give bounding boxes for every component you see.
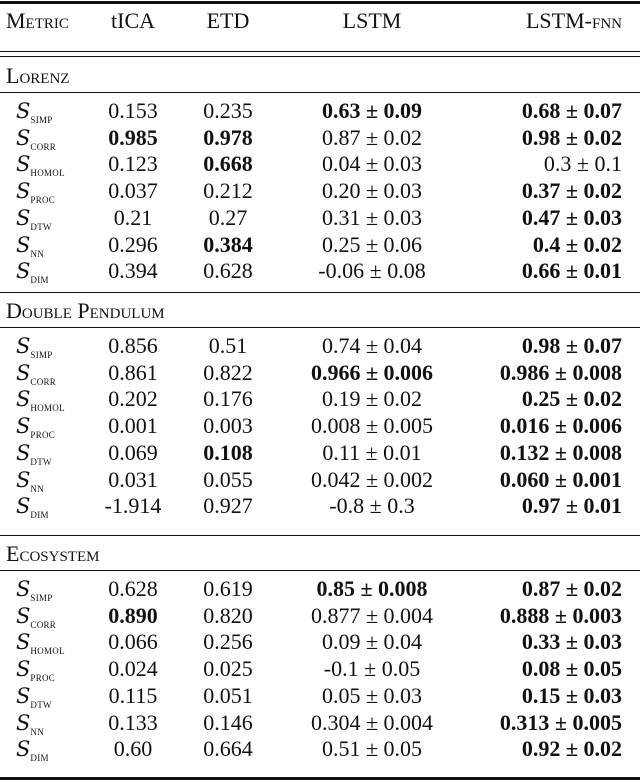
table-cell: 0.115 (108, 682, 158, 708)
table-cell: 0.304 ± 0.004 (310, 709, 434, 735)
table-cell: 0.966 ± 0.006 (310, 359, 434, 385)
table-cell: 0.024 (108, 656, 158, 682)
table-row (0, 575, 640, 602)
table-row (0, 177, 640, 207)
table-cell: 0.31 ± 0.03 (321, 204, 423, 230)
metric-subscript: corr (30, 372, 57, 388)
section-rule (0, 92, 640, 93)
metric-symbol: S (16, 577, 31, 601)
section-top-rule (0, 535, 640, 536)
metric-subscript: dim (30, 749, 49, 765)
table-cell: 0.296 (108, 231, 158, 257)
table-cell: 0.21 (113, 204, 153, 230)
section-heading: Lorenz (6, 63, 70, 88)
table-cell: 0.132 ± 0.008 (499, 439, 622, 465)
table-cell: -0.1 ± 0.05 (323, 656, 421, 682)
table-cell: 0.985 (108, 124, 158, 150)
table-row (0, 150, 640, 180)
table-cell: 0.176 (203, 386, 253, 412)
table-cell: 0.11 ± 0.01 (322, 439, 422, 465)
table-cell: 0.628 (203, 258, 253, 284)
table-cell: 0.031 (108, 466, 158, 492)
table-cell: 0.890 (108, 602, 158, 628)
table-row (0, 439, 640, 466)
table-row (0, 412, 640, 442)
metric-subscript: dtw (30, 695, 52, 711)
table-cell: 0.25 ± 0.06 (321, 231, 423, 257)
table-cell: 0.861 (108, 359, 158, 385)
metric-symbol: S (16, 440, 31, 465)
table-cell: 0.123 (108, 151, 158, 177)
metric-symbol: S (16, 125, 31, 150)
table-cell: 0.978 (203, 124, 253, 150)
metric-subscript: homol (30, 399, 65, 415)
table-cell: 0.069 (108, 439, 158, 465)
table-cell: 0.235 (203, 98, 253, 123)
metric-symbol: S (16, 387, 31, 412)
metric-subscript: corr (30, 615, 57, 631)
metric-symbol: S (16, 494, 31, 519)
table-cell: 0.986 ± 0.008 (499, 359, 622, 385)
metric-symbol: S (16, 205, 31, 230)
table-row (0, 257, 640, 287)
table-cell: 0.003 (203, 413, 253, 439)
table-row (0, 332, 640, 359)
table-cell: 0.3 ± 0.1 (543, 151, 622, 177)
header-lstm-fnn: LSTM-fnn (525, 8, 622, 33)
metric-symbol: S (16, 630, 31, 655)
table-cell: 0.4 ± 0.02 (532, 231, 622, 257)
metric-subscript: simp (30, 589, 53, 604)
table-cell: 0.037 (108, 178, 158, 204)
table-cell: 0.927 (203, 493, 253, 519)
table-cell: 0.008 ± 0.005 (310, 413, 434, 439)
metric-subscript: proc (30, 191, 56, 207)
table-cell: 0.92 ± 0.02 (521, 736, 622, 762)
table-cell: 0.060 ± 0.001 (499, 466, 622, 492)
table-cell: 0.08 ± 0.05 (521, 656, 622, 682)
table-row (0, 735, 640, 765)
table-cell: 0.822 (203, 359, 253, 385)
table-cell: 0.313 ± 0.005 (499, 709, 622, 735)
table-cell: 0.19 ± 0.02 (321, 386, 423, 412)
table-cell: 0.98 ± 0.02 (521, 124, 622, 150)
table-cell: 0.384 (203, 231, 253, 257)
table-row (0, 655, 640, 685)
metric-subscript: proc (30, 669, 56, 685)
table-cell: 0.001 (108, 413, 158, 439)
table-cell: 0.27 (208, 204, 248, 230)
metric-subscript: nn (30, 244, 44, 260)
table-cell: 0.212 (203, 178, 253, 204)
table-cell: 0.055 (203, 466, 253, 492)
metric-subscript: simp (30, 346, 53, 361)
table-cell: 0.09 ± 0.04 (321, 629, 423, 655)
table-cell: 0.87 ± 0.02 (521, 576, 622, 601)
table-cell: -1.914 (104, 493, 162, 519)
metric-subscript: homol (30, 164, 65, 180)
table-cell: 0.394 (108, 258, 158, 284)
table-cell: 0.47 ± 0.03 (521, 204, 622, 230)
metric-symbol: S (16, 657, 31, 682)
metric-symbol: S (16, 737, 31, 762)
table-cell: 0.820 (203, 602, 253, 628)
table-row (0, 97, 640, 124)
table-row (0, 492, 640, 522)
section-heading: Double Pendulum (6, 298, 165, 323)
header-lstm: LSTM (342, 8, 402, 33)
table-cell: 0.025 (203, 656, 253, 682)
header-tica: tICA (111, 8, 155, 33)
table-cell: 0.04 ± 0.03 (321, 151, 423, 177)
table-cell: 0.133 (108, 709, 158, 735)
table-cell: 0.15 ± 0.03 (521, 682, 622, 708)
table-cell: 0.042 ± 0.002 (310, 466, 434, 492)
metric-subscript: dim (30, 271, 49, 287)
table-cell: 0.146 (203, 709, 253, 735)
table-cell: 0.51 (208, 333, 248, 358)
table-cell: -0.06 ± 0.08 (318, 258, 426, 284)
bottom-rule (0, 777, 640, 780)
table-cell: 0.856 (108, 333, 158, 358)
table-cell: 0.33 ± 0.03 (521, 629, 622, 655)
table-cell: 0.63 ± 0.09 (321, 98, 423, 123)
table-row (0, 709, 640, 736)
table-row (0, 124, 640, 151)
metric-subscript: dtw (30, 217, 52, 233)
table-cell: 0.20 ± 0.03 (321, 178, 423, 204)
table-cell: 0.05 ± 0.03 (321, 682, 423, 708)
metric-subscript: homol (30, 642, 65, 658)
metric-symbol: S (16, 603, 31, 628)
table-cell: 0.664 (203, 736, 253, 762)
table-cell: 0.60 (113, 736, 153, 762)
metric-symbol: S (16, 683, 31, 708)
metric-subscript: dim (30, 506, 49, 522)
table-cell: 0.51 ± 0.05 (321, 736, 423, 762)
table-cell: 0.66 ± 0.01 (521, 258, 622, 284)
metric-subscript: nn (30, 722, 44, 738)
metric-symbol: S (16, 259, 31, 284)
table-cell: 0.668 (203, 151, 253, 177)
table-cell: 0.153 (108, 98, 158, 123)
metric-symbol: S (16, 467, 31, 492)
table-cell: 0.97 ± 0.01 (521, 493, 622, 519)
table-cell: 0.888 ± 0.003 (499, 602, 622, 628)
table-cell: 0.108 (203, 439, 253, 465)
header-metric: Metric (6, 8, 69, 33)
table-cell: 0.25 ± 0.02 (521, 386, 622, 412)
table-row (0, 602, 640, 629)
metric-symbol: S (16, 414, 31, 439)
section-rule (0, 327, 640, 328)
metric-symbol: S (16, 99, 31, 123)
section-heading: Ecosystem (6, 541, 100, 566)
table-row (0, 682, 640, 709)
metric-label (16, 492, 49, 527)
table-row (0, 466, 640, 493)
table-cell: 0.877 ± 0.004 (310, 602, 434, 628)
metric-symbol: S (16, 179, 31, 204)
header-etd: ETD (206, 8, 250, 33)
table-row (0, 628, 640, 658)
header-row (0, 7, 640, 34)
metric-label (16, 735, 49, 770)
header-rule-1 (0, 51, 640, 52)
table-cell: 0.68 ± 0.07 (521, 98, 622, 123)
metric-subscript: simp (30, 111, 53, 126)
metric-label (16, 257, 49, 292)
table-row (0, 231, 640, 258)
metric-symbol: S (16, 710, 31, 735)
table-row (0, 385, 640, 415)
table-cell: 0.016 ± 0.006 (499, 413, 622, 439)
metric-symbol: S (16, 360, 31, 385)
table-cell: 0.628 (108, 576, 158, 601)
table-row (0, 359, 640, 386)
table-cell: 0.37 ± 0.02 (521, 178, 622, 204)
metric-subscript: corr (30, 137, 57, 153)
table-cell: 0.202 (108, 386, 158, 412)
metric-symbol: S (16, 152, 31, 177)
metric-symbol: S (16, 334, 31, 358)
table-cell: 0.74 ± 0.04 (321, 333, 423, 358)
table-cell: 0.256 (203, 629, 253, 655)
metric-subscript: nn (30, 479, 44, 495)
section-top-rule (0, 292, 640, 293)
metric-symbol: S (16, 232, 31, 257)
metric-subscript: proc (30, 426, 56, 442)
table-row (0, 204, 640, 231)
table-cell: 0.051 (203, 682, 253, 708)
table-cell: -0.8 ± 0.3 (329, 493, 415, 519)
section-rule (0, 570, 640, 571)
table-cell: 0.85 ± 0.008 (316, 576, 428, 601)
table-cell: 0.066 (108, 629, 158, 655)
table-cell: 0.87 ± 0.02 (321, 124, 423, 150)
metric-subscript: dtw (30, 452, 52, 468)
table-cell: 0.98 ± 0.07 (521, 333, 622, 358)
table-cell: 0.619 (203, 576, 253, 601)
top-rule (0, 1, 640, 4)
header-rule-2 (0, 56, 640, 57)
